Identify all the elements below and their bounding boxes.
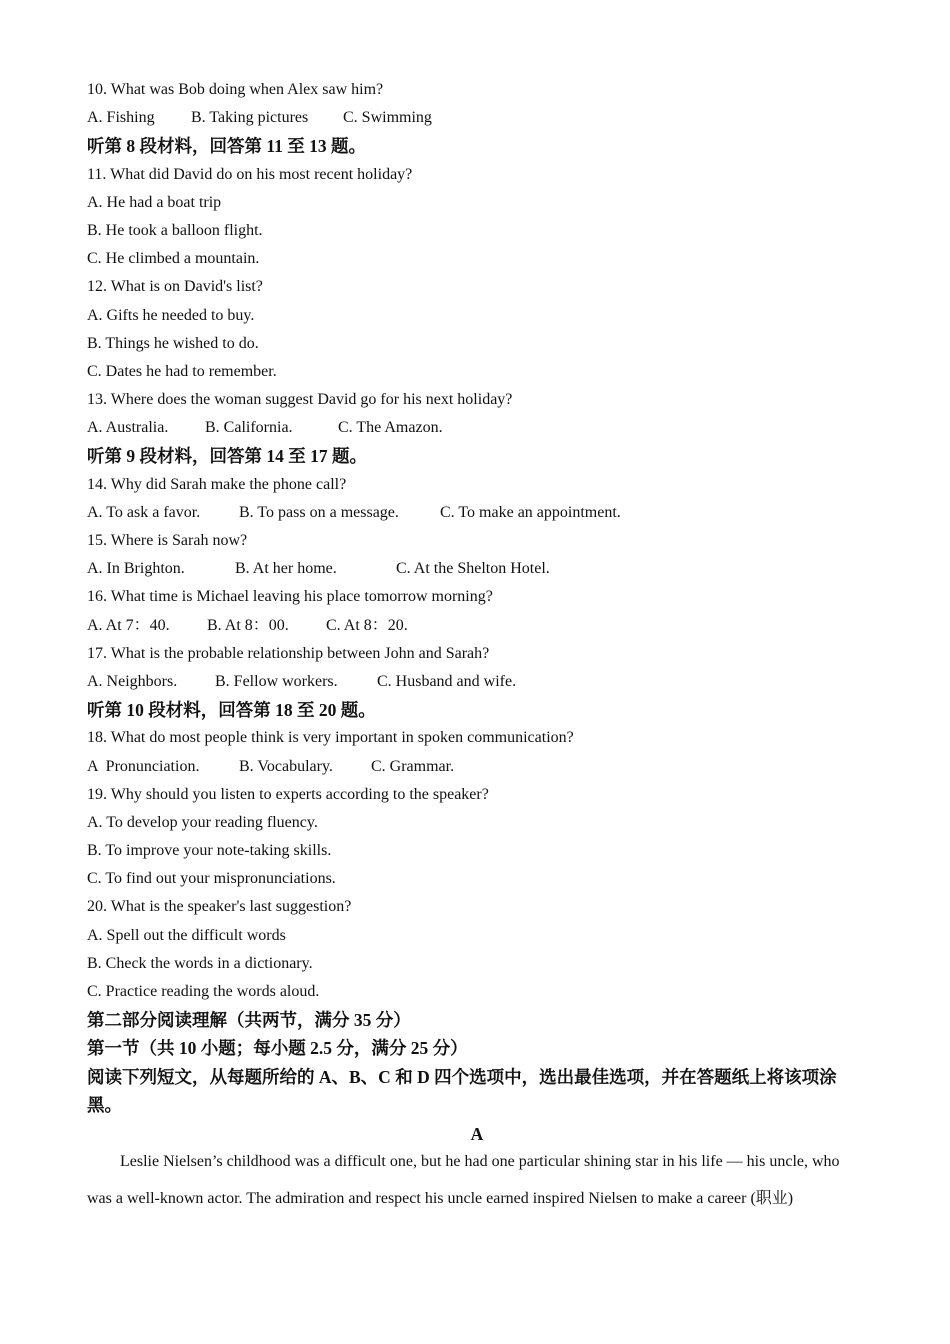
option-a: A. To ask a favor. xyxy=(87,503,201,521)
part-2-heading: 第二部分阅读理解（共两节，满分 35 分） xyxy=(87,1010,411,1031)
option-a: A. To develop your reading fluency. xyxy=(87,813,318,831)
option-c: C. Husband and wife. xyxy=(377,672,517,690)
question-13-options xyxy=(87,414,867,442)
option-a: A. Gifts he needed to buy. xyxy=(87,306,255,324)
option-a: A. Australia. xyxy=(87,419,169,437)
option-a: A. Fishing xyxy=(87,109,155,127)
question-15-options xyxy=(87,555,867,583)
question-16: 16. What time is Michael leaving his place tomorrow morning? xyxy=(87,588,493,606)
option-c: C. At the Shelton Hotel. xyxy=(396,560,550,578)
question-10-options xyxy=(87,104,867,132)
option-c: C. Grammar. xyxy=(371,757,455,775)
question-14-options xyxy=(87,499,867,527)
question-15: 15. Where is Sarah now? xyxy=(87,532,248,549)
instructions: 阅读下列短文，从每题所给的 A、B、C 和 D 四个选项中，选出最佳选项，并在答题纸上将该项涂黑。 xyxy=(87,1066,837,1115)
option-b: B. Check the words in a dictionary. xyxy=(87,954,313,972)
section-10-heading: 听第 10 段材料，回答第 18 至 20 题。 xyxy=(87,700,376,721)
option-b: B. At her home. xyxy=(235,560,337,578)
option-c: C. He climbed a mountain. xyxy=(87,250,260,268)
question-16-options xyxy=(87,612,867,640)
question-18: 18. What do most people think is very important in spoken communication? xyxy=(87,729,574,747)
section-8-heading: 听第 8 段材料，回答第 11 至 13 题。 xyxy=(87,136,367,157)
option-a: A. At 7：40. xyxy=(87,616,170,634)
question-11: 11. What did David do on his most recent holiday? xyxy=(87,165,413,183)
option-b: B. Fellow workers. xyxy=(215,672,338,690)
question-13: 13. Where does the woman suggest David go for his next holiday? xyxy=(87,391,513,409)
option-c: C. Practice reading the words aloud. xyxy=(87,983,320,1000)
option-a: A Pronunciation. xyxy=(87,757,200,775)
option-b: B. He took a balloon flight. xyxy=(87,221,263,239)
option-b: B. California. xyxy=(205,419,293,437)
passage-paragraph: Leslie Nielsen’s childhood was a difficult one, but he had one particular shining star in his life — his uncle, who was a well-known actor. The admiration and respect his uncle earned inspired Nielsen to make a career (职业) xyxy=(87,1153,840,1208)
option-a: A. In Brighton. xyxy=(87,560,185,578)
option-c: C. The Amazon. xyxy=(338,419,443,437)
option-b: B. At 8：00. xyxy=(207,616,289,634)
question-17-options xyxy=(87,668,867,696)
option-a: A. Neighbors. xyxy=(87,672,178,690)
option-b: B. To improve your note-taking skills. xyxy=(87,842,332,860)
section-1-heading: 第一节（共 10 小题；每小题 2.5 分，满分 25 分） xyxy=(87,1038,468,1059)
option-c: C. Swimming xyxy=(343,109,432,127)
option-a: A. He had a boat trip xyxy=(87,193,222,211)
section-9-heading: 听第 9 段材料，回答第 14 至 17 题。 xyxy=(87,446,367,467)
passage-letter: A xyxy=(470,1123,484,1144)
question-10: 10. What was Bob doing when Alex saw him? xyxy=(87,81,384,98)
option-a: A. Spell out the difficult words xyxy=(87,926,286,944)
question-17: 17. What is the probable relationship between John and Sarah? xyxy=(87,644,490,662)
question-18-options xyxy=(87,753,867,781)
question-19: 19. Why should you listen to experts according to the speaker? xyxy=(87,785,489,803)
option-c: C. At 8：20. xyxy=(326,616,408,634)
option-b: B. Taking pictures xyxy=(191,109,309,127)
question-14: 14. Why did Sarah make the phone call? xyxy=(87,475,347,493)
exam-page xyxy=(87,76,867,1217)
option-c: C. To find out your mispronunciations. xyxy=(87,870,336,888)
option-c: C. To make an appointment. xyxy=(440,503,621,521)
option-c: C. Dates he had to remember. xyxy=(87,362,277,380)
option-b: B. Vocabulary. xyxy=(239,757,333,775)
question-20: 20. What is the speaker's last suggestion? xyxy=(87,898,352,916)
option-b: B. To pass on a message. xyxy=(239,503,399,521)
question-12: 12. What is on David's list? xyxy=(87,278,263,296)
option-b: B. Things he wished to do. xyxy=(87,334,259,352)
